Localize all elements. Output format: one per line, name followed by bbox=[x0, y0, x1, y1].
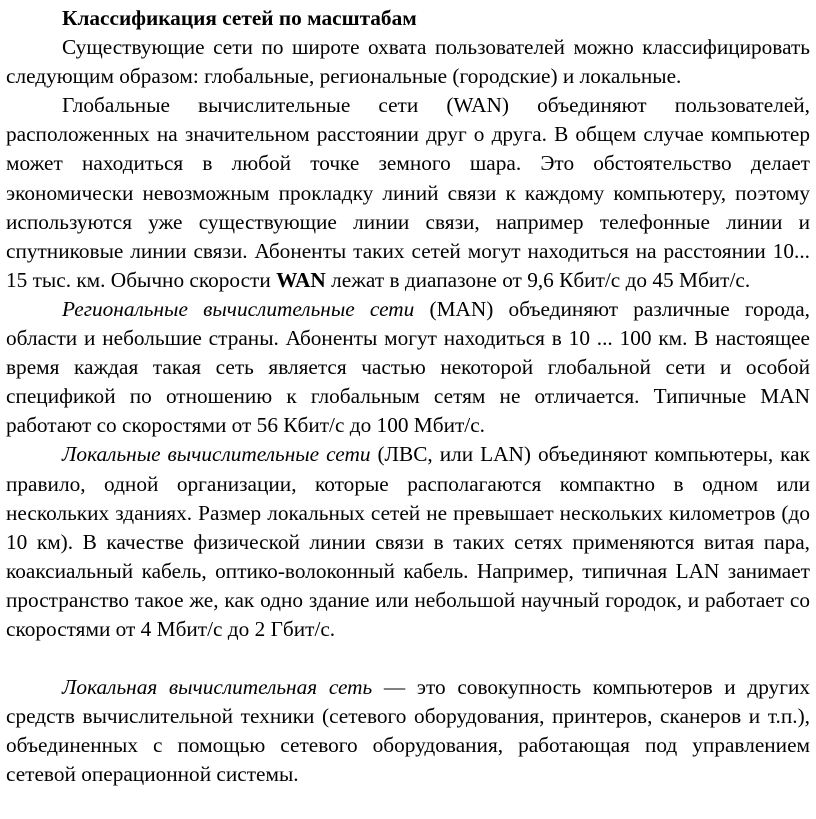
wan-paragraph bbox=[6, 91, 810, 295]
definition-italic-term: Локальная вычислительная сеть bbox=[62, 675, 373, 700]
lan-paragraph bbox=[6, 440, 810, 644]
definition-paragraph bbox=[6, 673, 810, 789]
wan-text-after: лежат в диапазоне от 9,6 Кбит/с до 45 Мбит/с. bbox=[325, 267, 751, 292]
wan-text-before: Глобальные вычислительные сети (WAN) объединяют пользователей, расположенных на значительном расстоянии друг о друга. В общем случае компьютер может находиться в любой точке земного шара. Это обстоятельство делает экономически невозможным прокладку линий связи к каждому компьютеру, поэтому используются уже существующие линии связи, например телефонные линии и спутниковые линии связи. Абоненты таких сетей могут находиться на расстоянии 10... 15 тыс. км. Обычно скорости bbox=[6, 93, 810, 292]
wan-bold-term: WAN bbox=[276, 267, 326, 292]
lan-text: (ЛВС, или LAN) объединяют компьютеры, как правило, одной организации, которые располагаются компактно в одном или нескольких зданиях. Размер локальных сетей не превышает нескольких километров (до 10 км). В качестве физической линии связи в таких сетях применяются витая пара, коаксиальный кабель, оптико-волоконный кабель. Например, типичная LAN занимает пространство такое же, как одно здание или небольшой научный городок, и работает со скоростями от 4 Мбит/с до 2 Гбит/с. bbox=[6, 442, 810, 641]
intro-paragraph: Существующие сети по широте охвата пользователей можно классифицировать следующим образом: глобальные, региональные (городские) и локальные. bbox=[6, 35, 810, 89]
man-text: (MAN) объединяют различные города, области и небольшие страны. Абоненты могут находиться в 10 ... 100 км. В настоящее время каждая такая сеть является частью некоторой глобальной сети и особой спецификой по отношению к глобальным сетям не отличается. Типичные MAN работают со скоростями от 56 Кбит/с до 100 Мбит/с. bbox=[6, 296, 810, 438]
section-title: Классификация сетей по масштабам bbox=[62, 6, 417, 30]
man-paragraph bbox=[6, 295, 810, 440]
paragraph-spacer bbox=[6, 644, 810, 673]
definition-text: — это совокупность компьютеров и других средств вычислительной техники (сетевого оборудования, принтеров, сканеров и т.п.), объединенных с помощью сетевого оборудования, работающая под управлением сетевой операционной системы. bbox=[6, 675, 810, 787]
lan-italic-term: Локальные вычислительные сети bbox=[62, 442, 371, 467]
man-italic-term: Региональные вычислительные сети bbox=[62, 296, 415, 321]
